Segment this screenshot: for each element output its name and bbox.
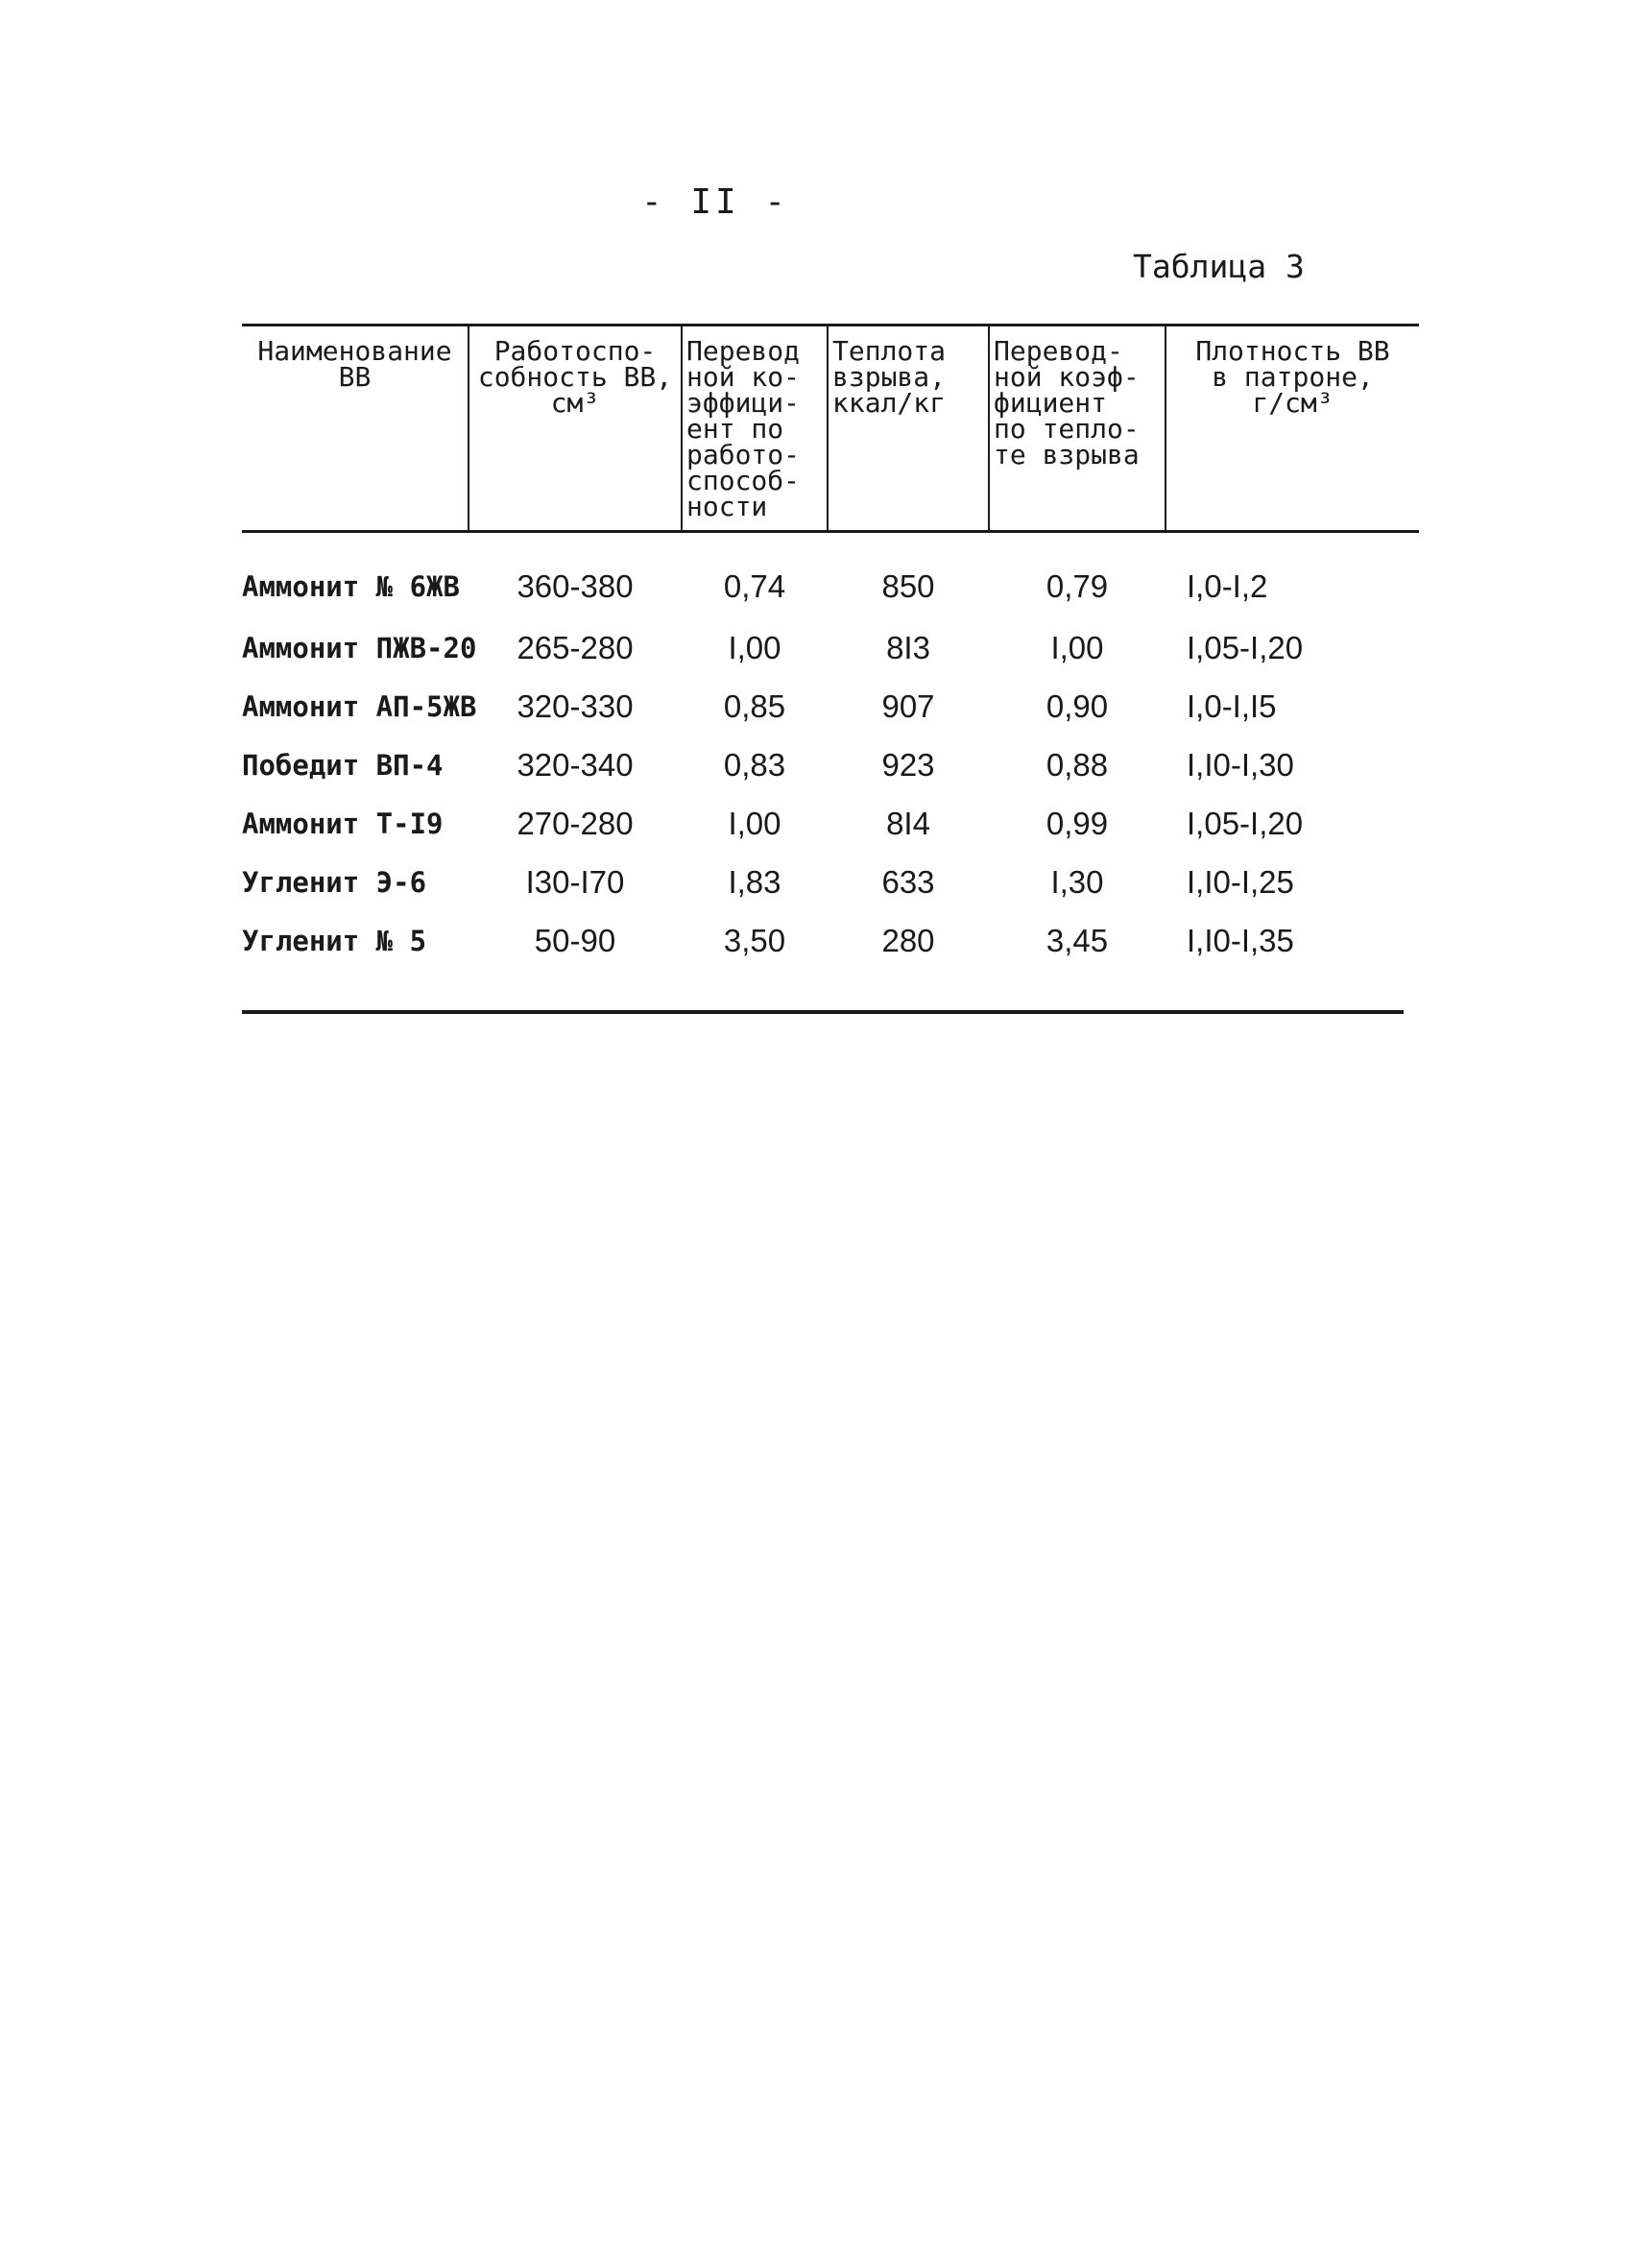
header-line: см³ bbox=[550, 387, 600, 419]
header-line: те взрыва bbox=[994, 439, 1140, 470]
header-name bbox=[242, 326, 469, 532]
cell-explosion-heat: 850 bbox=[881, 567, 935, 604]
cell-heat-coefficient: 0,90 bbox=[1045, 688, 1109, 724]
cell-work-coefficient: 0,85 bbox=[723, 688, 786, 724]
table-row bbox=[242, 911, 1419, 970]
header-line: Плотность ВВ bbox=[1195, 335, 1390, 367]
header-heat-coefficient bbox=[989, 326, 1165, 532]
header-line: ности bbox=[686, 491, 768, 522]
cell-heat-coefficient: I,00 bbox=[1050, 629, 1104, 665]
header-line: ВВ bbox=[338, 361, 372, 393]
cell-heat-coefficient: 0,88 bbox=[1045, 746, 1109, 783]
table-row bbox=[242, 618, 1419, 677]
header-work-coefficient bbox=[682, 326, 828, 532]
cell-name: Аммонит ПЖВ-20 bbox=[242, 631, 477, 664]
table-row bbox=[242, 736, 1419, 794]
data-table bbox=[242, 324, 1419, 970]
cell-work-coefficient: I,83 bbox=[728, 863, 781, 900]
explosives-table bbox=[242, 324, 1419, 970]
cell-explosion-heat: 8I4 bbox=[886, 805, 930, 841]
header-line: г/см³ bbox=[1252, 387, 1334, 419]
header-line: Работоспо- bbox=[493, 335, 657, 367]
cell-explosion-heat: 923 bbox=[881, 746, 935, 783]
cell-density: I,I0-I,35 bbox=[1187, 922, 1294, 958]
cell-name: Аммонит Т-I9 bbox=[242, 807, 444, 840]
cell-explosion-heat: 633 bbox=[881, 863, 935, 900]
cell-name: Угленит Э-6 bbox=[242, 865, 427, 899]
header-work-capacity bbox=[469, 326, 682, 532]
cell-work-capacity: 50-90 bbox=[534, 922, 616, 958]
header-line: способ- bbox=[686, 465, 801, 496]
table-row bbox=[242, 677, 1419, 736]
cell-work-capacity: I30-I70 bbox=[525, 863, 625, 900]
cell-explosion-heat: 907 bbox=[881, 688, 935, 724]
table-row bbox=[242, 853, 1419, 911]
cell-heat-coefficient: 0,79 bbox=[1045, 567, 1109, 604]
cell-density: I,I0-I,25 bbox=[1187, 863, 1294, 900]
cell-work-coefficient: 0,74 bbox=[723, 567, 786, 604]
header-line: собность ВВ, bbox=[477, 361, 673, 393]
cell-work-capacity: 265-280 bbox=[517, 629, 634, 665]
cell-explosion-heat: 280 bbox=[881, 922, 935, 958]
header-line: Теплота bbox=[832, 335, 947, 367]
table-bottom-rule bbox=[242, 1010, 1404, 1014]
header-row bbox=[242, 326, 1419, 532]
header-line: эффици- bbox=[686, 387, 801, 419]
header-line: Наименование bbox=[257, 335, 452, 367]
cell-density: I,0-I,2 bbox=[1187, 567, 1268, 604]
cell-work-capacity: 320-340 bbox=[517, 746, 634, 783]
header-explosion-heat bbox=[828, 326, 989, 532]
header-line: ккал/кг bbox=[832, 387, 947, 419]
cell-density: I,0-I,I5 bbox=[1187, 688, 1277, 724]
cell-name: Угленит № 5 bbox=[242, 924, 427, 957]
cell-work-capacity: 270-280 bbox=[517, 805, 634, 841]
cell-work-coefficient: I,00 bbox=[728, 805, 781, 841]
table-caption: Таблица 3 bbox=[1133, 248, 1305, 285]
cell-name: Аммонит № 6ЖВ bbox=[242, 569, 460, 603]
cell-work-capacity: 360-380 bbox=[517, 567, 634, 604]
table-row bbox=[242, 794, 1419, 853]
header-line: Перевод bbox=[686, 335, 801, 367]
cell-heat-coefficient: I,30 bbox=[1050, 863, 1104, 900]
cell-work-coefficient: I,00 bbox=[728, 629, 781, 665]
cell-work-capacity: 320-330 bbox=[517, 688, 634, 724]
header-line: взрыва, bbox=[832, 361, 947, 393]
page-number: - II - bbox=[640, 182, 790, 222]
header-line: ной ко- bbox=[686, 361, 801, 393]
cell-density: I,05-I,20 bbox=[1187, 629, 1304, 665]
cell-work-coefficient: 0,83 bbox=[723, 746, 786, 783]
cell-heat-coefficient: 3,45 bbox=[1045, 922, 1109, 958]
header-line: по тепло- bbox=[994, 413, 1140, 445]
cell-work-coefficient: 3,50 bbox=[723, 922, 786, 958]
table-row bbox=[242, 532, 1419, 619]
header-line: фициент bbox=[994, 387, 1108, 419]
cell-explosion-heat: 8I3 bbox=[886, 629, 930, 665]
cell-heat-coefficient: 0,99 bbox=[1045, 805, 1109, 841]
header-line: ент по bbox=[686, 413, 784, 445]
cell-density: I,05-I,20 bbox=[1187, 805, 1304, 841]
cell-name: Победит ВП-4 bbox=[242, 748, 444, 782]
cell-name: Аммонит АП-5ЖВ bbox=[242, 689, 477, 723]
header-density bbox=[1165, 326, 1419, 532]
header-line: работо- bbox=[686, 439, 801, 470]
header-line: ной коэф- bbox=[994, 361, 1140, 393]
header-line: Перевод- bbox=[994, 335, 1123, 367]
cell-density: I,I0-I,30 bbox=[1187, 746, 1294, 783]
header-line: в патроне, bbox=[1212, 361, 1374, 393]
